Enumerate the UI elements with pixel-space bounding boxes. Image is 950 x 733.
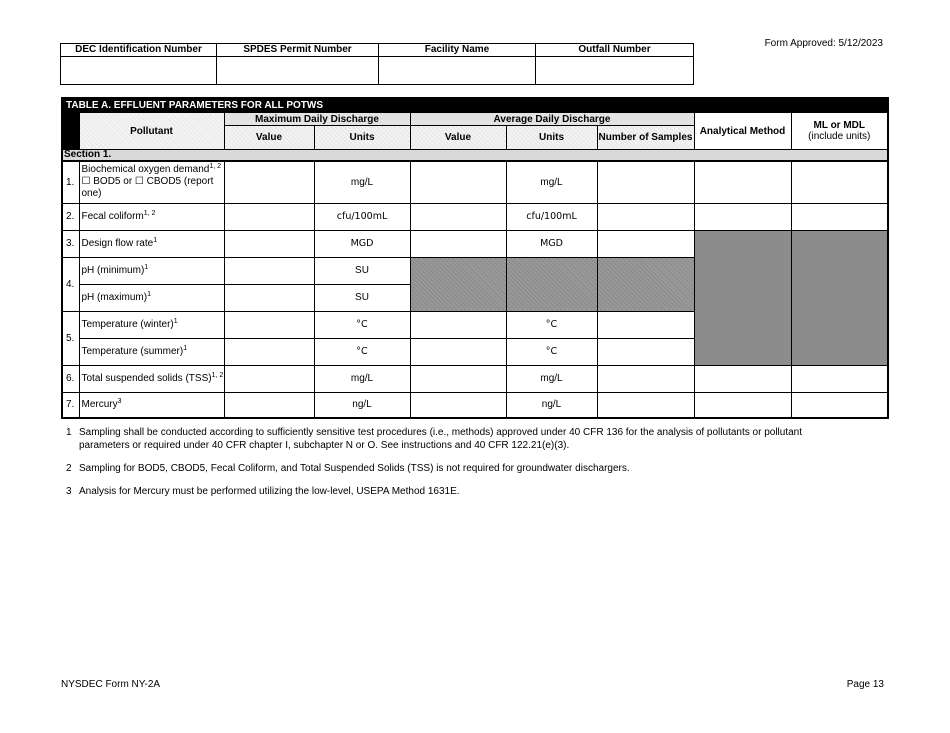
pollutant-header: Pollutant bbox=[79, 113, 224, 150]
table-row bbox=[62, 203, 888, 230]
pollutant-name: Design flow rate$^1$ bbox=[79, 230, 224, 257]
max-units-cell: °C bbox=[314, 338, 410, 365]
section-label: Section 1. bbox=[62, 150, 888, 162]
ml-mdl-cell[interactable] bbox=[791, 392, 888, 418]
header-spacer bbox=[62, 113, 79, 150]
shaded-samples-cell bbox=[597, 257, 694, 311]
avg-units-cell: MGD bbox=[506, 230, 597, 257]
dec-id-header: DEC Identification Number bbox=[61, 44, 217, 57]
number-of-samples-cell[interactable] bbox=[597, 161, 694, 203]
row-number: 6. bbox=[62, 365, 79, 392]
max-value-cell[interactable] bbox=[224, 338, 314, 365]
avg-units-header: Units bbox=[506, 126, 597, 150]
number-of-samples-cell[interactable] bbox=[597, 392, 694, 418]
max-value-cell[interactable] bbox=[224, 311, 314, 338]
outfall-number-field[interactable] bbox=[536, 57, 694, 85]
max-value-cell[interactable] bbox=[224, 161, 314, 203]
number-of-samples-cell[interactable] bbox=[597, 338, 694, 365]
facility-id-table bbox=[60, 43, 694, 85]
avg-value-cell[interactable] bbox=[410, 338, 506, 365]
pollutant-name: Temperature (winter)$^1$ bbox=[79, 311, 224, 338]
row-number: 3. bbox=[62, 230, 79, 257]
avg-units-cell: mg/L bbox=[506, 161, 597, 203]
max-value-cell[interactable] bbox=[224, 230, 314, 257]
avg-value-cell[interactable] bbox=[410, 161, 506, 203]
max-value-cell[interactable] bbox=[224, 284, 314, 311]
max-units-cell: mg/L bbox=[314, 161, 410, 203]
analytical-method-cell[interactable] bbox=[694, 203, 791, 230]
footnote-text: Analysis for Mercury must be performed utilizing the low-level, USEPA Method 1631E. bbox=[79, 486, 460, 497]
dec-id-field[interactable] bbox=[61, 57, 217, 85]
max-units-cell: ng/L bbox=[314, 392, 410, 418]
row-number: 7. bbox=[62, 392, 79, 418]
analytical-method-cell[interactable] bbox=[694, 365, 791, 392]
max-value-header: Value bbox=[224, 126, 314, 150]
ml-mdl-header bbox=[791, 113, 888, 150]
table-a-title: TABLE A. EFFLUENT PARAMETERS FOR ALL POTWS bbox=[62, 98, 888, 113]
analytical-method-cell[interactable] bbox=[694, 392, 791, 418]
outfall-number-header: Outfall Number bbox=[536, 44, 694, 57]
facility-name-header: Facility Name bbox=[379, 44, 536, 57]
effluent-parameters-table bbox=[61, 97, 889, 419]
footnote-text: Sampling shall be conducted according to sufficiently sensitive test procedures (i.e., methods) approved under 40 CFR 136 for the analysis of pollutants or pollutant parameters or required under 40 CFR chapter I, subchapter N or O. See instructions and 40 CFR 122.21(e)(3). bbox=[79, 427, 802, 451]
row-number: 2. bbox=[62, 203, 79, 230]
number-of-samples-cell[interactable] bbox=[597, 311, 694, 338]
analytical-method-cell[interactable] bbox=[694, 161, 791, 203]
ml-mdl-cell[interactable] bbox=[791, 203, 888, 230]
max-value-cell[interactable] bbox=[224, 392, 314, 418]
avg-daily-discharge-header: Average Daily Discharge bbox=[410, 113, 694, 126]
avg-value-cell[interactable] bbox=[410, 365, 506, 392]
analytical-method-header: Analytical Method bbox=[694, 113, 791, 150]
avg-units-cell: °C bbox=[506, 338, 597, 365]
max-value-cell[interactable] bbox=[224, 365, 314, 392]
max-units-cell: mg/L bbox=[314, 365, 410, 392]
shaded-avg-value-cell bbox=[410, 257, 506, 311]
avg-value-header: Value bbox=[410, 126, 506, 150]
ml-mdl-cell[interactable] bbox=[791, 161, 888, 203]
facility-name-field[interactable] bbox=[379, 57, 536, 85]
ml-mdl-sublabel: (include units) bbox=[808, 131, 871, 142]
avg-value-cell[interactable] bbox=[410, 230, 506, 257]
form-name: NYSDEC Form NY-2A bbox=[61, 679, 161, 690]
pollutant-name: Mercury$^3$ bbox=[79, 392, 224, 418]
max-units-cell: SU bbox=[314, 257, 410, 284]
max-units-cell: MGD bbox=[314, 230, 410, 257]
shaded-ml-mdl-cell bbox=[791, 230, 888, 365]
number-of-samples-cell[interactable] bbox=[597, 203, 694, 230]
max-daily-discharge-header: Maximum Daily Discharge bbox=[224, 113, 410, 126]
pollutant-name: Temperature (summer)$^1$ bbox=[79, 338, 224, 365]
table-row bbox=[62, 161, 888, 203]
avg-value-cell[interactable] bbox=[410, 203, 506, 230]
footnotes bbox=[66, 426, 826, 498]
footnote bbox=[66, 426, 826, 452]
row-number: 4. bbox=[62, 257, 79, 311]
form-approved-date: Form Approved: 5/12/2023 bbox=[764, 38, 883, 49]
max-value-cell[interactable] bbox=[224, 257, 314, 284]
footnote bbox=[66, 462, 826, 475]
footnote-number: 2 bbox=[66, 463, 72, 474]
max-units-header: Units bbox=[314, 126, 410, 150]
row-number: 1. bbox=[62, 161, 79, 203]
footnote-text: Sampling for BOD5, CBOD5, Fecal Coliform, and Total Suspended Solids (TSS) is not required for groundwater dischargers. bbox=[79, 463, 630, 474]
table-row bbox=[62, 365, 888, 392]
table-row bbox=[62, 392, 888, 418]
number-of-samples-cell[interactable] bbox=[597, 230, 694, 257]
footnote-number: 1 bbox=[66, 427, 72, 438]
shaded-analytical-method-cell bbox=[694, 230, 791, 365]
number-of-samples-header: Number of Samples bbox=[597, 126, 694, 150]
avg-value-cell[interactable] bbox=[410, 311, 506, 338]
footnote-number: 3 bbox=[66, 486, 72, 497]
avg-units-cell: ng/L bbox=[506, 392, 597, 418]
spdes-permit-field[interactable] bbox=[217, 57, 379, 85]
avg-units-cell: cfu/100mL bbox=[506, 203, 597, 230]
pollutant-name: pH (maximum)$^1$ bbox=[79, 284, 224, 311]
avg-units-cell: mg/L bbox=[506, 365, 597, 392]
pollutant-name: Biochemical oxygen demand$^{1, 2}$ ☐ BOD5 or ☐ CBOD5 (report one) bbox=[79, 161, 224, 203]
pollutant-name: Total suspended solids (TSS)$^{1, 2}$ bbox=[79, 365, 224, 392]
max-units-cell: °C bbox=[314, 311, 410, 338]
ml-mdl-cell[interactable] bbox=[791, 365, 888, 392]
number-of-samples-cell[interactable] bbox=[597, 365, 694, 392]
max-units-cell: SU bbox=[314, 284, 410, 311]
table-row bbox=[62, 230, 888, 257]
bod-cbod-choice[interactable]: ☐ BOD5 or ☐ CBOD5 (report one) bbox=[81, 176, 214, 200]
shaded-avg-units-cell bbox=[506, 257, 597, 311]
row-number: 5. bbox=[62, 311, 79, 365]
avg-value-cell[interactable] bbox=[410, 392, 506, 418]
avg-units-cell: °C bbox=[506, 311, 597, 338]
footnote bbox=[66, 485, 826, 498]
pollutant-name: pH (minimum)$^1$ bbox=[79, 257, 224, 284]
page-number: Page 13 bbox=[846, 679, 884, 690]
spdes-permit-header: SPDES Permit Number bbox=[217, 44, 379, 57]
max-units-cell: cfu/100mL bbox=[314, 203, 410, 230]
max-value-cell[interactable] bbox=[224, 203, 314, 230]
pollutant-name: Fecal coliform$^{1, 2}$ bbox=[79, 203, 224, 230]
ml-mdl-label: ML or MDL bbox=[813, 120, 866, 131]
